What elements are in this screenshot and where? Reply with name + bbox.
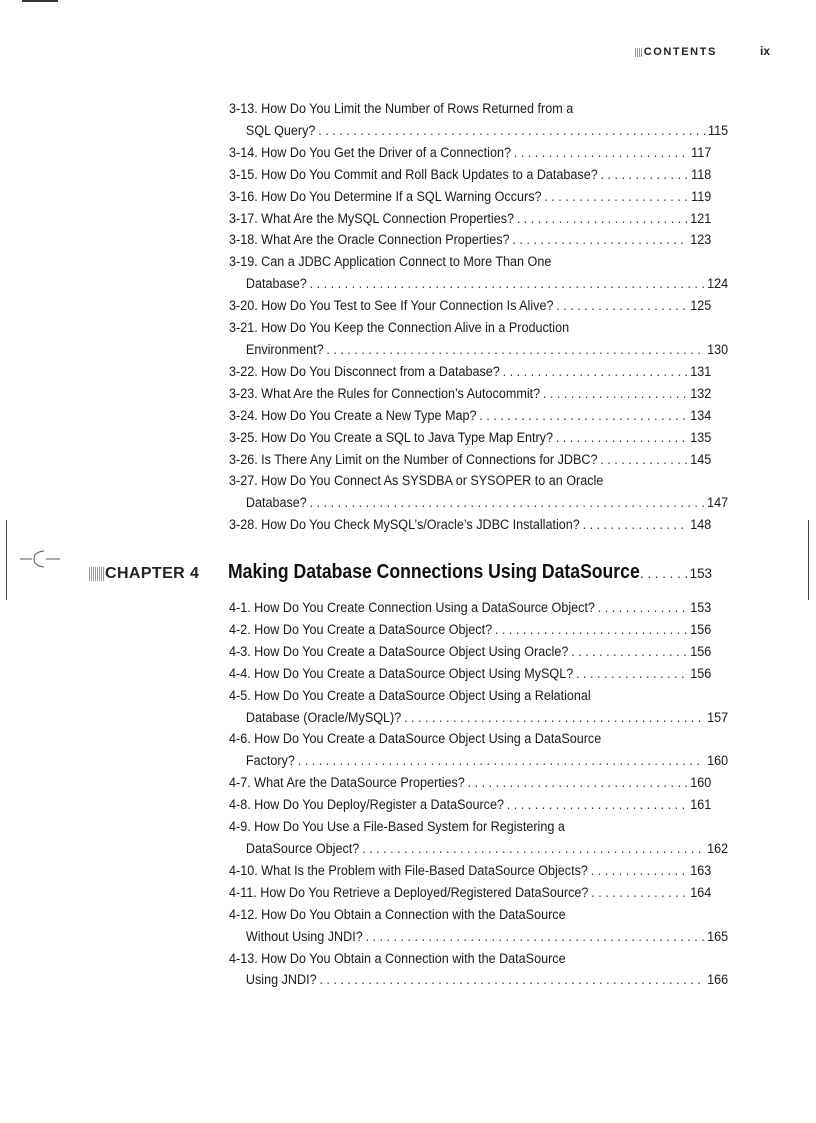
toc-entry-page: 156 bbox=[690, 643, 712, 659]
toc-entry-page: 156 bbox=[690, 621, 712, 637]
toc-entry-page: 161 bbox=[690, 797, 712, 813]
toc-entry-title: DataSource Object? bbox=[245, 840, 360, 856]
toc-entry[interactable] bbox=[229, 449, 711, 471]
toc-entry[interactable] bbox=[229, 186, 711, 208]
toc-entry-title: Database (Oracle/MySQL)? bbox=[245, 709, 402, 725]
page-number: ix bbox=[760, 44, 771, 58]
leader-dots bbox=[512, 229, 687, 251]
toc-entry[interactable] bbox=[229, 383, 711, 405]
toc-entry-line-with-page bbox=[229, 427, 711, 449]
chapter-title: Making Database Connections Using DataSource bbox=[228, 561, 640, 583]
toc-entry-title: Database? bbox=[245, 276, 307, 292]
toc-entry-line-with-page bbox=[229, 882, 711, 904]
leader-dots bbox=[598, 597, 688, 619]
toc-entry[interactable] bbox=[229, 208, 711, 230]
toc-entry-title: 4-4. How Do You Create a DataSource Object Using MySQL? bbox=[229, 665, 574, 681]
toc-entry-title: 3-20. How Do You Test to See If Your Connection Is Alive? bbox=[229, 298, 554, 314]
toc-entry-page: 131 bbox=[690, 363, 712, 379]
toc-entry-line-with-page bbox=[229, 794, 711, 816]
toc-entry-page: 134 bbox=[690, 407, 712, 423]
toc-entry-page: 119 bbox=[691, 188, 712, 204]
leader-dots bbox=[495, 619, 687, 641]
toc-entry-title: 3-26. Is There Any Limit on the Number of Connections for JDBC? bbox=[229, 451, 598, 467]
toc-entry[interactable] bbox=[229, 295, 711, 317]
toc-entry-title: Database? bbox=[245, 495, 307, 511]
toc-entry-title: 4-13. How Do You Obtain a Connection with the DataSource bbox=[229, 950, 566, 966]
toc-entry-line-with-page bbox=[229, 120, 728, 142]
chapter-title-row[interactable] bbox=[228, 561, 712, 584]
toc-entry[interactable] bbox=[229, 427, 711, 449]
toc-entry-title: 3-24. How Do You Create a New Type Map? bbox=[229, 407, 477, 423]
toc-entry-line-with-page bbox=[229, 707, 728, 729]
toc-entry-title: 3-16. How Do You Determine If a SQL Warning Occurs? bbox=[229, 188, 542, 204]
toc-entry-line bbox=[229, 317, 711, 339]
toc-entry-title: 4-11. How Do You Retrieve a Deployed/Registered DataSource? bbox=[229, 884, 589, 900]
toc-entry-line-with-page bbox=[229, 383, 711, 405]
toc-entry-page: 145 bbox=[690, 451, 712, 467]
toc-entry-page: 115 bbox=[708, 122, 729, 138]
leader-dots bbox=[517, 208, 688, 230]
leader-dots bbox=[319, 969, 704, 991]
toc-entry-line-with-page bbox=[229, 229, 711, 251]
toc-entry-line-with-page bbox=[229, 860, 711, 882]
toc-entry-title: 3-25. How Do You Create a SQL to Java Type Map Entry? bbox=[229, 429, 553, 445]
leader-dots bbox=[479, 405, 687, 427]
toc-entry-page: 162 bbox=[707, 840, 729, 856]
toc-entry[interactable] bbox=[229, 317, 729, 361]
toc-entry-page: 160 bbox=[707, 753, 729, 769]
toc-entry-line bbox=[229, 685, 711, 707]
toc-entry-title: 3-17. What Are the MySQL Connection Properties? bbox=[229, 210, 514, 226]
leader-dots bbox=[507, 794, 688, 816]
toc-entry-line bbox=[229, 904, 711, 926]
toc-entry-line bbox=[229, 98, 711, 120]
toc-entry[interactable] bbox=[229, 405, 711, 427]
toc-entry-line-with-page bbox=[229, 663, 711, 685]
toc-entry-line-with-page bbox=[229, 597, 711, 619]
toc-entry[interactable] bbox=[229, 663, 711, 685]
toc-entry-page: 130 bbox=[707, 341, 729, 357]
leader-dots bbox=[503, 361, 688, 383]
leader-dots bbox=[583, 514, 688, 536]
leader-dots bbox=[310, 492, 705, 514]
toc-entry-title: Without Using JNDI? bbox=[245, 928, 363, 944]
toc-entry-page: 135 bbox=[690, 429, 712, 445]
toc-entry-line-with-page bbox=[229, 619, 711, 641]
toc-entry[interactable] bbox=[229, 142, 711, 164]
toc-entry-line-with-page bbox=[229, 405, 711, 427]
toc-entry[interactable] bbox=[229, 685, 729, 729]
toc-entry-line-with-page bbox=[229, 361, 711, 383]
toc-entry-page: 125 bbox=[690, 298, 712, 314]
chapter-label-text: CHAPTER 4 bbox=[105, 565, 200, 582]
toc-entry[interactable] bbox=[229, 794, 711, 816]
toc-entry-title: 3-22. How Do You Disconnect from a Database? bbox=[229, 363, 500, 379]
toc-entry-line-with-page bbox=[229, 339, 728, 361]
leader-dots bbox=[591, 860, 688, 882]
chapter-page: 153 bbox=[689, 566, 712, 581]
toc-entry-title: 3-23. What Are the Rules for Connection’s Autocommit? bbox=[229, 385, 541, 401]
toc-entry-title: 4-12. How Do You Obtain a Connection with the DataSource bbox=[229, 906, 566, 922]
toc-entry-line bbox=[229, 728, 711, 750]
toc-entry[interactable] bbox=[229, 948, 729, 992]
toc-entry-page: 163 bbox=[690, 862, 712, 878]
toc-entry-page: 132 bbox=[690, 385, 712, 401]
toc-entry-line-with-page bbox=[229, 295, 711, 317]
toc-entry-line-with-page bbox=[229, 208, 711, 230]
toc-entry-line-with-page bbox=[229, 641, 711, 663]
toc-entry-title: 4-1. How Do You Create Connection Using a DataSource Object? bbox=[229, 600, 595, 615]
toc-entry-page: 118 bbox=[691, 166, 712, 182]
toc-entry-line-with-page bbox=[229, 142, 711, 164]
running-header bbox=[635, 46, 717, 58]
toc-entry-title: 3-21. How Do You Keep the Connection Alive in a Production bbox=[229, 320, 570, 336]
toc-entry[interactable] bbox=[229, 229, 711, 251]
leader-dots bbox=[366, 926, 705, 948]
leader-dots bbox=[601, 164, 689, 186]
toc-entry-title: 3-18. What Are the Oracle Connection Properties? bbox=[229, 232, 510, 248]
toc-entry-title: SQL Query? bbox=[245, 122, 316, 138]
toc-entry-page: 157 bbox=[707, 709, 729, 725]
toc-list-chapter-4 bbox=[229, 597, 729, 991]
leader-dots bbox=[514, 142, 689, 164]
toc-entry-title: 4-3. How Do You Create a DataSource Object Using Oracle? bbox=[229, 643, 569, 659]
toc-entry[interactable] bbox=[229, 904, 729, 948]
toc-entry-page: 156 bbox=[690, 665, 712, 681]
header-bar-icon bbox=[635, 48, 643, 57]
header-section-title: CONTENTS bbox=[643, 46, 717, 58]
leader-dots bbox=[544, 186, 688, 208]
toc-entry-title: 4-9. How Do You Use a File-Based System for Registering a bbox=[229, 819, 565, 835]
toc-entry-line bbox=[229, 948, 711, 970]
toc-entry-title: 4-7. What Are the DataSource Properties? bbox=[229, 775, 465, 791]
toc-entry-title: Environment? bbox=[245, 341, 324, 357]
toc-entry-line-with-page bbox=[229, 926, 728, 948]
toc-entry-title: 3-15. How Do You Commit and Roll Back Updates to a Database? bbox=[229, 166, 598, 182]
toc-entry-line-with-page bbox=[229, 186, 711, 208]
toc-entry-title: Factory? bbox=[245, 753, 295, 769]
toc-entry[interactable] bbox=[229, 514, 711, 536]
toc-entry-line-with-page bbox=[229, 449, 711, 471]
toc-entry-line-with-page bbox=[229, 838, 728, 860]
leader-dots bbox=[318, 120, 705, 142]
toc-entry-title: 3-19. Can a JDBC Application Connect to More Than One bbox=[229, 254, 552, 270]
toc-entry-title: 4-5. How Do You Create a DataSource Object Using a Relational bbox=[229, 687, 591, 703]
toc-entry[interactable] bbox=[229, 882, 711, 904]
leader-dots bbox=[404, 707, 704, 729]
toc-entry-title: 4-8. How Do You Deploy/Register a DataSource? bbox=[229, 797, 504, 813]
leader-dots bbox=[468, 772, 688, 794]
chapter-heading bbox=[0, 561, 816, 589]
toc-entry[interactable] bbox=[229, 619, 711, 641]
toc-entry-page: 164 bbox=[690, 884, 712, 900]
toc-entry[interactable] bbox=[229, 728, 729, 772]
toc-entry[interactable] bbox=[229, 641, 711, 663]
toc-entry-page: 153 bbox=[690, 600, 712, 615]
toc-entry-title: 4-2. How Do You Create a DataSource Object? bbox=[229, 621, 493, 637]
leader-dots bbox=[591, 882, 687, 904]
toc-entry-title: 4-10. What Is the Problem with File-Based DataSource Objects? bbox=[229, 862, 588, 878]
toc-entry[interactable] bbox=[229, 98, 729, 142]
leader-dots bbox=[326, 339, 704, 361]
chapter-bar-icon bbox=[89, 567, 104, 581]
toc-entry[interactable] bbox=[229, 772, 711, 794]
toc-entry-line-with-page bbox=[229, 492, 728, 514]
toc-entry-line-with-page bbox=[229, 969, 728, 991]
chapter-label bbox=[89, 565, 199, 583]
toc-entry-title: 4-6. How Do You Create a DataSource Object Using a DataSource bbox=[229, 731, 602, 747]
leader-dots bbox=[298, 750, 705, 772]
toc-entry[interactable] bbox=[229, 251, 729, 295]
top-rule bbox=[22, 0, 58, 2]
leader-dots bbox=[576, 663, 687, 685]
toc-list-chapter-3 bbox=[229, 98, 729, 536]
leader-dots bbox=[543, 383, 687, 405]
toc-entry-page: 123 bbox=[690, 232, 712, 248]
toc-entry-page: 148 bbox=[690, 517, 712, 533]
toc-entry-page: 117 bbox=[691, 144, 712, 160]
toc-entry-page: 124 bbox=[707, 276, 729, 292]
toc-entry[interactable] bbox=[229, 816, 729, 860]
toc-entry-title: 3-14. How Do You Get the Driver of a Connection? bbox=[229, 144, 511, 160]
toc-entry-page: 166 bbox=[707, 972, 729, 988]
leader-dots bbox=[556, 295, 687, 317]
toc-entry-line-with-page bbox=[229, 750, 728, 772]
toc-entry-page: 165 bbox=[707, 928, 729, 944]
toc-entry-page: 147 bbox=[707, 495, 729, 511]
toc-entry-line bbox=[229, 470, 711, 492]
leader-dots bbox=[571, 641, 687, 663]
toc-entry-line-with-page bbox=[229, 772, 711, 794]
toc-entry[interactable] bbox=[229, 597, 711, 619]
toc-entry[interactable] bbox=[229, 164, 711, 186]
leader-dots bbox=[556, 427, 688, 449]
toc-entry-title: 3-13. How Do You Limit the Number of Rows Returned from a bbox=[229, 101, 574, 116]
toc-entry-title: Using JNDI? bbox=[245, 972, 317, 988]
toc-entry-title: 3-27. How Do You Connect As SYSDBA or SYSOPER to an Oracle bbox=[229, 473, 604, 489]
toc-entry[interactable] bbox=[229, 470, 729, 514]
leader-dots bbox=[310, 273, 705, 295]
toc-entry-page: 160 bbox=[690, 775, 712, 791]
leader-dots bbox=[600, 449, 687, 471]
toc-entry-line-with-page bbox=[229, 273, 728, 295]
leader-dots bbox=[640, 566, 687, 581]
toc-entry-page: 121 bbox=[690, 210, 712, 226]
leader-dots bbox=[362, 838, 704, 860]
toc-entry[interactable] bbox=[229, 860, 711, 882]
toc-entry-line-with-page bbox=[229, 164, 711, 186]
toc-entry[interactable] bbox=[229, 361, 711, 383]
toc-entry-line bbox=[229, 251, 711, 273]
toc-entry-title: 3-28. How Do You Check MySQL’s/Oracle’s JDBC Installation? bbox=[229, 517, 580, 533]
toc-entry-line bbox=[229, 816, 711, 838]
toc-entry-line-with-page bbox=[229, 514, 711, 536]
